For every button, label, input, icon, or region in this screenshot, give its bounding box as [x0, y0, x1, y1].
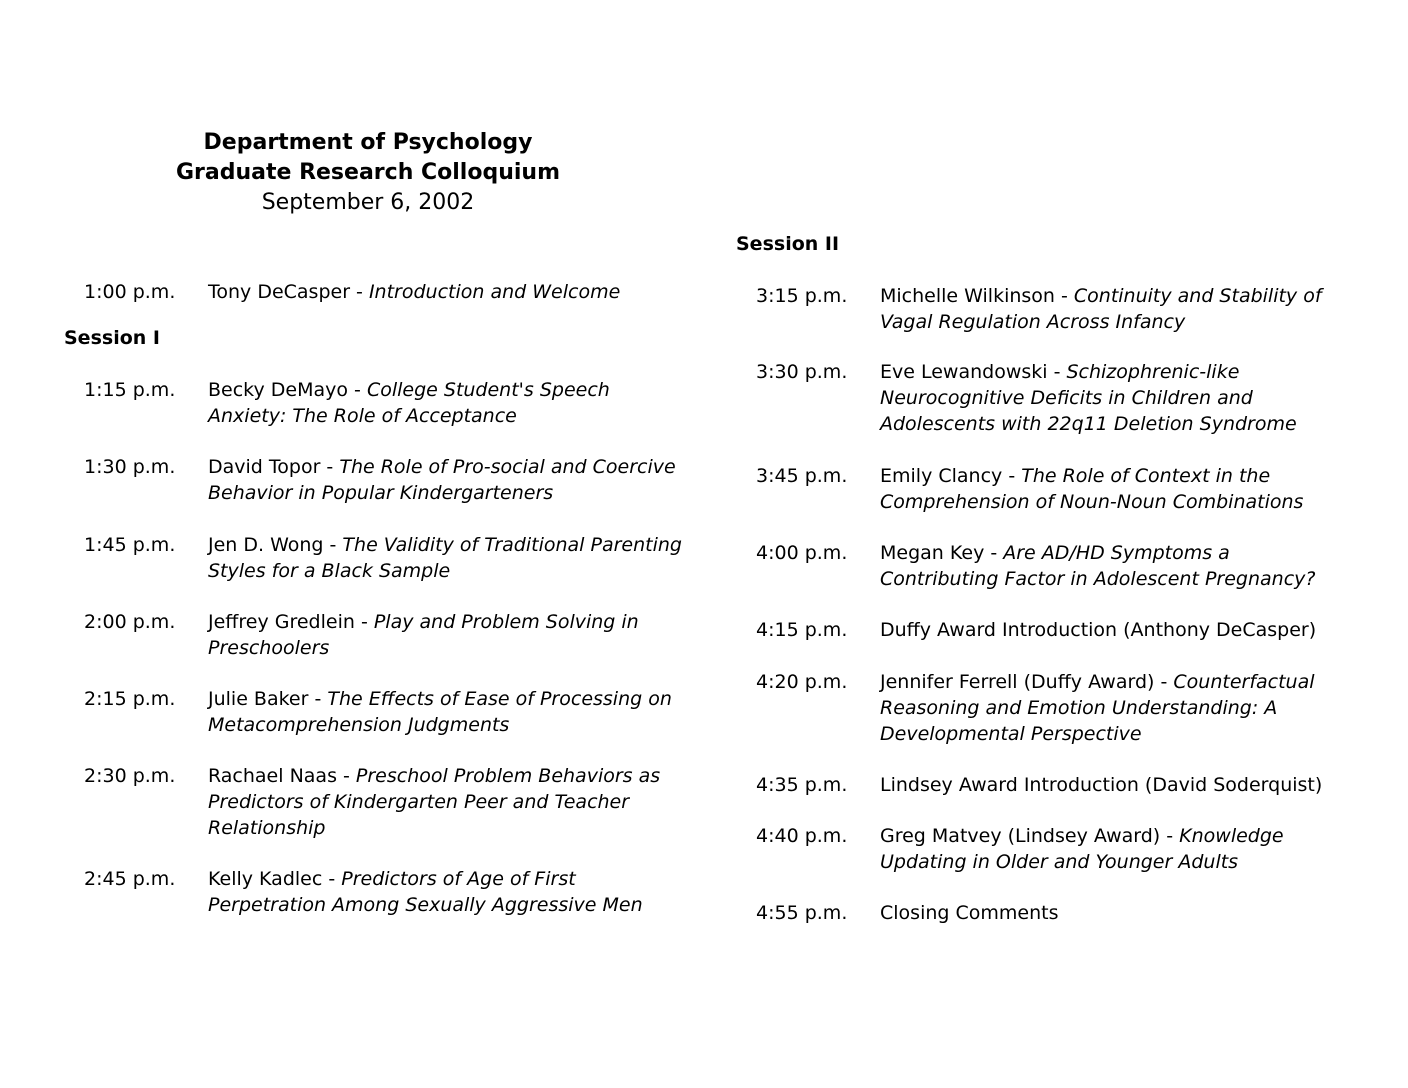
entry-description: [880, 463, 1340, 515]
entry-presenter: Duffy Award Introduction (Anthony DeCasper): [880, 619, 1317, 641]
entry-presenter: Emily Clancy -: [880, 465, 1022, 487]
colloquium-title: Graduate Research Colloquium: [175, 160, 561, 185]
entry-time: 1:30 p.m.: [84, 456, 176, 478]
entry-title: Knowledge Updating in Older and Younger Adults: [880, 825, 1284, 873]
entry-time: 2:00 p.m.: [84, 611, 176, 633]
entry-presenter: Jen D. Wong -: [208, 534, 343, 556]
entry-description: [880, 669, 1340, 747]
entry-time: 2:15 p.m.: [84, 688, 176, 710]
entry-title: The Role of Pro-social and Coercive Behavior in Popular Kindergarteners: [208, 456, 676, 504]
entry-description: [880, 617, 1340, 643]
entry-presenter: Tony DeCasper -: [208, 281, 369, 303]
entry-description: [208, 686, 688, 738]
entry-description: [208, 532, 688, 584]
entry-title: Continuity and Stability of Vagal Regulation Across Infancy: [880, 285, 1322, 333]
entry-time: 4:15 p.m.: [756, 619, 848, 641]
entry-title: Play and Problem Solving in Preschoolers: [208, 611, 639, 659]
entry-title: Counterfactual Reasoning and Emotion Understanding: A Developmental Perspective: [880, 671, 1315, 745]
entry-description: [208, 763, 688, 841]
entry-time: 3:15 p.m.: [756, 285, 848, 307]
entry-presenter: Greg Matvey (Lindsey Award) -: [880, 825, 1180, 847]
entry-time: 1:15 p.m.: [84, 379, 176, 401]
entry-title: Predictors of Age of First Perpetration Among Sexually Aggressive Men: [208, 868, 643, 916]
entry-title: The Effects of Ease of Processing on Metacomprehension Judgments: [208, 688, 672, 736]
entry-title: The Role of Context in the Comprehension of Noun-Noun Combinations: [880, 465, 1304, 513]
entry-description: [208, 377, 688, 429]
entry-description: [880, 823, 1340, 875]
entry-presenter: Michelle Wilkinson -: [880, 285, 1074, 307]
entry-time: 2:45 p.m.: [84, 868, 176, 890]
entry-presenter: Megan Key -: [880, 542, 1004, 564]
entry-description: [880, 359, 1340, 437]
entry-description: [880, 772, 1340, 798]
session-1-label: Session I: [64, 327, 160, 349]
entry-description: [880, 540, 1340, 592]
entry-description: [208, 609, 688, 661]
entry-time: 4:55 p.m.: [756, 902, 848, 924]
entry-time: 3:30 p.m.: [756, 361, 848, 383]
entry-time: 4:20 p.m.: [756, 671, 848, 693]
entry-title: Preschool Problem Behaviors as Predictors of Kindergarten Peer and Teacher Relationship: [208, 765, 661, 839]
entry-time: 1:45 p.m.: [84, 534, 176, 556]
entry-time: 3:45 p.m.: [756, 465, 848, 487]
entry-time: 2:30 p.m.: [84, 765, 176, 787]
entry-title: The Validity of Traditional Parenting Styles for a Black Sample: [208, 534, 682, 582]
entry-title: Schizophrenic-like Neurocognitive Deficits in Children and Adolescents with 22q11 Deletion Syndrome: [880, 361, 1297, 435]
entry-presenter: Jennifer Ferrell (Duffy Award) -: [880, 671, 1174, 693]
entry-description: [208, 866, 688, 918]
entry-presenter: Jeffrey Gredlein -: [208, 611, 374, 633]
entry-presenter: David Topor -: [208, 456, 340, 478]
entry-time: 4:35 p.m.: [756, 774, 848, 796]
entry-presenter: Becky DeMayo -: [208, 379, 367, 401]
session-2-label: Session II: [736, 233, 840, 255]
entry-presenter: Rachael Naas -: [208, 765, 356, 787]
entry-time: 1:00 p.m.: [84, 281, 176, 303]
entry-presenter: Kelly Kadlec -: [208, 868, 342, 890]
entry-description: [880, 283, 1340, 335]
entry-presenter: Closing Comments: [880, 902, 1059, 924]
entry-presenter: Lindsey Award Introduction (David Soderquist): [880, 774, 1323, 796]
document-header: [100, 128, 636, 218]
entry-description: [208, 279, 688, 305]
entry-time: 4:00 p.m.: [756, 542, 848, 564]
event-date: September 6, 2002: [261, 190, 475, 215]
entry-description: [880, 900, 1340, 926]
entry-presenter: Eve Lewandowski -: [880, 361, 1067, 383]
entry-description: [208, 454, 688, 506]
entry-title: Introduction and Welcome: [368, 281, 621, 303]
entry-time: 4:40 p.m.: [756, 825, 848, 847]
entry-title: College Student's Speech Anxiety: The Role of Acceptance: [208, 379, 610, 427]
entry-presenter: Julie Baker -: [208, 688, 328, 710]
entry-title: Are AD/HD Symptoms a Contributing Factor in Adolescent Pregnancy?: [880, 542, 1316, 590]
department-title: Department of Psychology: [203, 130, 533, 155]
